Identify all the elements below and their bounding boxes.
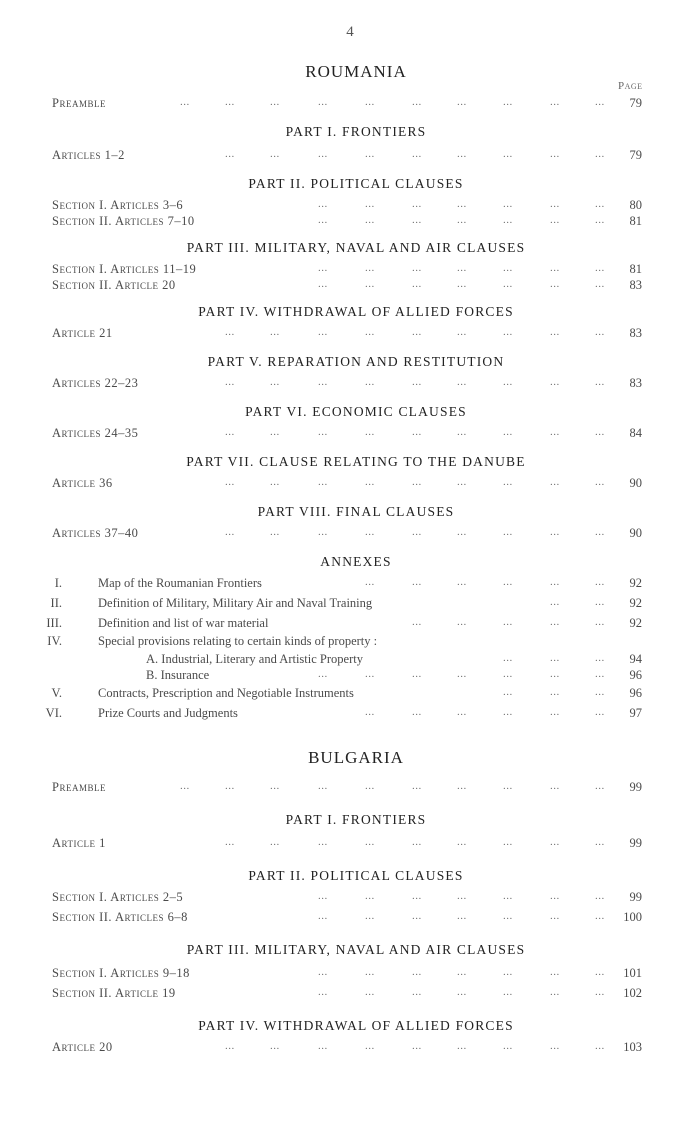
entry-label: Articles 37–40 [52, 526, 139, 540]
entry-label: Articles 22–23 [52, 376, 139, 390]
dot-group: ... [318, 326, 328, 338]
dot-group: ... [595, 376, 605, 388]
dot-group: ... [550, 426, 560, 438]
dot-group: ... [550, 526, 560, 538]
dot-group: ... [412, 576, 422, 588]
entry-label: Preamble [52, 780, 106, 794]
dot-group: ... [318, 836, 328, 848]
dot-group: ... [318, 890, 328, 902]
dot-group: ... [457, 890, 467, 902]
part-heading: ANNEXES [320, 554, 392, 569]
page-ref: 100 [623, 910, 642, 924]
dot-group: ... [595, 890, 605, 902]
dot-group: ... [412, 262, 422, 274]
dot-group: ... [550, 966, 560, 978]
page-ref: 81 [629, 214, 642, 228]
country-heading: ROUMANIA [305, 62, 407, 81]
dot-group: ... [550, 198, 560, 210]
dot-group: ... [318, 198, 328, 210]
annex-number: II. [50, 596, 62, 610]
dot-group: ... [365, 376, 375, 388]
page-ref: 101 [623, 966, 642, 980]
part-heading: PART IV. WITHDRAWAL OF ALLIED FORCES [198, 1018, 514, 1033]
annex-entry[interactable] [52, 596, 642, 614]
dot-group: ... [503, 262, 513, 274]
entry-label: Section II. Articles 6–8 [52, 910, 188, 924]
entry-label: Map of the Roumanian Frontiers [98, 576, 262, 590]
dot-group: ... [365, 262, 375, 274]
dot-group: ... [550, 96, 560, 108]
dot-group: ... [503, 668, 513, 680]
dot-group: ... [412, 836, 422, 848]
toc-entry[interactable] [52, 910, 642, 928]
dot-group: ... [503, 686, 513, 698]
entry-label: B. Insurance [146, 668, 210, 682]
part-heading: PART V. REPARATION AND RESTITUTION [207, 354, 505, 369]
page-ref: 92 [629, 576, 642, 590]
toc-entry[interactable] [52, 376, 642, 394]
page-ref: 83 [629, 376, 642, 390]
dot-group: ... [270, 780, 280, 792]
dot-group: ... [503, 836, 513, 848]
dot-group: ... [503, 278, 513, 290]
dot-group: ... [457, 780, 467, 792]
dot-group: ... [365, 1040, 375, 1052]
dot-group: ... [595, 526, 605, 538]
dot-group: ... [550, 706, 560, 718]
dot-group: ... [365, 986, 375, 998]
entry-label: Section I. Articles 2–5 [52, 890, 184, 904]
toc-entry[interactable] [52, 476, 642, 494]
part-heading: PART III. MILITARY, NAVAL AND AIR CLAUSES [186, 942, 526, 957]
page-ref: 96 [629, 686, 642, 700]
dot-group: ... [550, 148, 560, 160]
dot-group: ... [412, 278, 422, 290]
dot-group: ... [503, 652, 513, 664]
annex-number: III. [46, 616, 62, 630]
page-ref: 92 [629, 596, 642, 610]
dot-group: ... [457, 214, 467, 226]
entry-label: Section II. Article 20 [52, 278, 176, 292]
dot-group: ... [503, 198, 513, 210]
dot-group: ... [595, 966, 605, 978]
entry-label: Definition of Military, Military Air and Naval Training [98, 596, 373, 610]
dot-group: ... [365, 780, 375, 792]
dot-group: ... [270, 1040, 280, 1052]
dot-group: ... [595, 476, 605, 488]
page-ref: 92 [629, 616, 642, 630]
dot-group: ... [225, 476, 235, 488]
dot-group: ... [225, 148, 235, 160]
dot-group: ... [270, 326, 280, 338]
page-ref: 81 [629, 262, 642, 276]
dot-group: ... [412, 198, 422, 210]
dot-group: ... [503, 910, 513, 922]
dot-group: ... [503, 148, 513, 160]
dot-group: ... [595, 616, 605, 628]
dot-group: ... [318, 910, 328, 922]
dot-group: ... [595, 910, 605, 922]
dot-group: ... [457, 148, 467, 160]
dot-group: ... [550, 326, 560, 338]
dot-group: ... [318, 966, 328, 978]
part-heading: PART II. POLITICAL CLAUSES [248, 868, 464, 883]
dot-group: ... [365, 214, 375, 226]
annex-number: IV. [47, 634, 62, 648]
toc-entry[interactable] [52, 890, 642, 908]
dot-group: ... [457, 966, 467, 978]
entry-label: A. Industrial, Literary and Artistic Property [146, 652, 363, 666]
dot-group: ... [412, 780, 422, 792]
dot-group: ... [503, 476, 513, 488]
dot-group: ... [550, 262, 560, 274]
dot-group: ... [457, 526, 467, 538]
dot-group: ... [595, 836, 605, 848]
dot-group: ... [595, 96, 605, 108]
page-ref: 102 [623, 986, 642, 1000]
toc-entry[interactable] [52, 986, 642, 1004]
dot-group: ... [595, 326, 605, 338]
page-ref: 99 [629, 780, 642, 794]
dot-group: ... [412, 986, 422, 998]
toc-entry[interactable] [52, 836, 642, 854]
dot-group: ... [457, 1040, 467, 1052]
entry-label: Special provisions relating to certain kinds of property : [98, 634, 378, 648]
page-ref: 96 [629, 668, 642, 682]
dot-group: ... [365, 890, 375, 902]
dot-group: ... [318, 986, 328, 998]
dot-group: ... [270, 96, 280, 108]
dot-group: ... [365, 278, 375, 290]
dot-group: ... [412, 476, 422, 488]
dot-group: ... [457, 198, 467, 210]
dot-group: ... [595, 262, 605, 274]
dot-group: ... [503, 986, 513, 998]
page-ref: 79 [629, 148, 642, 162]
dot-group: ... [270, 148, 280, 160]
part-heading: PART VII. CLAUSE RELATING TO THE DANUBE [186, 454, 526, 469]
page-number: 4 [346, 24, 354, 40]
dot-group: ... [457, 96, 467, 108]
page-ref: 84 [629, 426, 642, 440]
dot-group: ... [270, 476, 280, 488]
page-ref: 103 [623, 1040, 642, 1054]
dot-group: ... [365, 836, 375, 848]
entry-label: Section I. Articles 9–18 [52, 966, 190, 980]
dot-group: ... [318, 668, 328, 680]
dot-group: ... [180, 96, 190, 108]
dot-group: ... [318, 148, 328, 160]
dot-group: ... [318, 476, 328, 488]
annex-entry[interactable] [52, 686, 642, 704]
dot-group: ... [503, 616, 513, 628]
entry-label: Contracts, Prescription and Negotiable Instruments [98, 686, 354, 700]
dot-group: ... [503, 966, 513, 978]
page-ref: 97 [629, 706, 642, 720]
dot-group: ... [503, 326, 513, 338]
dot-group: ... [550, 780, 560, 792]
dot-group: ... [550, 278, 560, 290]
dot-group: ... [180, 780, 190, 792]
dot-group: ... [457, 278, 467, 290]
annex-entry[interactable] [52, 576, 642, 594]
dot-group: ... [270, 376, 280, 388]
dot-group: ... [270, 426, 280, 438]
dot-group: ... [412, 966, 422, 978]
dot-group: ... [595, 148, 605, 160]
dot-group: ... [412, 526, 422, 538]
page-ref: 79 [629, 96, 642, 110]
dot-group: ... [412, 214, 422, 226]
annex-entry[interactable] [45, 706, 642, 724]
dot-group: ... [365, 426, 375, 438]
entry-label: Preamble [52, 96, 106, 110]
dot-group: ... [365, 668, 375, 680]
dot-group: ... [550, 376, 560, 388]
toc-entry[interactable] [52, 966, 642, 984]
dot-group: ... [365, 576, 375, 588]
dot-group: ... [365, 706, 375, 718]
dot-group: ... [225, 426, 235, 438]
dot-group: ... [503, 214, 513, 226]
dot-group: ... [595, 198, 605, 210]
part-heading: PART IV. WITHDRAWAL OF ALLIED FORCES [198, 304, 514, 319]
dot-group: ... [318, 526, 328, 538]
dot-group: ... [595, 986, 605, 998]
dot-group: ... [503, 706, 513, 718]
toc-entry[interactable] [52, 1040, 642, 1058]
toc-entry[interactable] [52, 214, 642, 232]
dot-group: ... [550, 652, 560, 664]
dot-group: ... [412, 326, 422, 338]
dot-group: ... [595, 214, 605, 226]
entry-label: Section I. Articles 11–19 [52, 262, 197, 276]
dot-group: ... [412, 706, 422, 718]
dot-group: ... [457, 668, 467, 680]
toc-entry[interactable] [52, 780, 642, 798]
part-heading: PART II. POLITICAL CLAUSES [248, 176, 464, 191]
page-ref: 90 [629, 476, 642, 490]
dot-group: ... [365, 910, 375, 922]
dot-group: ... [503, 526, 513, 538]
toc-entry[interactable] [52, 96, 642, 114]
dot-group: ... [595, 426, 605, 438]
dot-group: ... [503, 376, 513, 388]
dot-group: ... [365, 526, 375, 538]
dot-group: ... [412, 616, 422, 628]
dot-group: ... [225, 526, 235, 538]
dot-group: ... [457, 706, 467, 718]
dot-group: ... [365, 96, 375, 108]
dot-group: ... [365, 476, 375, 488]
dot-group: ... [503, 426, 513, 438]
dot-group: ... [457, 576, 467, 588]
dot-group: ... [412, 96, 422, 108]
dot-group: ... [503, 96, 513, 108]
dot-group: ... [595, 1040, 605, 1052]
dot-group: ... [412, 910, 422, 922]
toc-entry[interactable] [52, 148, 642, 166]
dot-group: ... [457, 376, 467, 388]
dot-group: ... [503, 576, 513, 588]
dot-group: ... [225, 836, 235, 848]
page-ref: 99 [629, 836, 642, 850]
dot-group: ... [318, 1040, 328, 1052]
dot-group: ... [595, 668, 605, 680]
annex-entry[interactable] [46, 616, 642, 634]
dot-group: ... [595, 278, 605, 290]
dot-group: ... [318, 426, 328, 438]
page-ref: 83 [629, 278, 642, 292]
dot-group: ... [595, 706, 605, 718]
dot-group: ... [318, 780, 328, 792]
dot-group: ... [457, 262, 467, 274]
page-ref: 90 [629, 526, 642, 540]
dot-group: ... [503, 1040, 513, 1052]
dot-group: ... [225, 96, 235, 108]
page-column-header: Page [618, 80, 643, 92]
entry-label: Article 1 [52, 836, 106, 850]
dot-group: ... [270, 836, 280, 848]
dot-group: ... [550, 596, 560, 608]
dot-group: ... [365, 198, 375, 210]
dot-group: ... [365, 148, 375, 160]
dot-group: ... [365, 326, 375, 338]
dot-group: ... [318, 214, 328, 226]
dot-group: ... [457, 910, 467, 922]
dot-group: ... [550, 1040, 560, 1052]
toc-entry[interactable] [52, 326, 642, 344]
part-heading: PART I. FRONTIERS [285, 812, 427, 827]
dot-group: ... [318, 278, 328, 290]
entry-label: Articles 1–2 [52, 148, 125, 162]
dot-group: ... [412, 426, 422, 438]
dot-group: ... [550, 668, 560, 680]
dot-group: ... [225, 780, 235, 792]
annex-number: VI. [45, 706, 62, 720]
dot-group: ... [457, 616, 467, 628]
dot-group: ... [457, 476, 467, 488]
part-heading: PART VIII. FINAL CLAUSES [257, 504, 455, 519]
dot-group: ... [318, 262, 328, 274]
toc-entry[interactable] [52, 526, 642, 544]
page-ref: 83 [629, 326, 642, 340]
dot-group: ... [365, 966, 375, 978]
dot-group: ... [318, 96, 328, 108]
dot-group: ... [318, 376, 328, 388]
toc-entry[interactable] [52, 426, 642, 444]
dot-group: ... [595, 596, 605, 608]
annex-number: V. [51, 686, 62, 700]
dot-group: ... [550, 476, 560, 488]
dot-group: ... [412, 148, 422, 160]
annex-entry[interactable] [47, 634, 642, 652]
dot-group: ... [412, 668, 422, 680]
entry-label: Definition and list of war material [98, 616, 269, 630]
entry-label: Article 36 [52, 476, 113, 490]
page-ref: 94 [629, 652, 642, 666]
dot-group: ... [550, 910, 560, 922]
entry-label: Section II. Article 19 [52, 986, 176, 1000]
entry-label: Section I. Articles 3–6 [52, 198, 184, 212]
page-ref: 99 [629, 890, 642, 904]
entry-label: Article 20 [52, 1040, 113, 1054]
entry-label: Articles 24–35 [52, 426, 139, 440]
dot-group: ... [550, 616, 560, 628]
dot-group: ... [550, 576, 560, 588]
entry-label: Article 21 [52, 326, 113, 340]
dot-group: ... [457, 326, 467, 338]
dot-group: ... [225, 1040, 235, 1052]
part-heading: PART VI. ECONOMIC CLAUSES [245, 404, 467, 419]
toc-entry[interactable] [52, 278, 642, 296]
dot-group: ... [457, 836, 467, 848]
dot-group: ... [225, 376, 235, 388]
dot-group: ... [550, 986, 560, 998]
dot-group: ... [595, 686, 605, 698]
dot-group: ... [225, 326, 235, 338]
country-heading: BULGARIA [308, 748, 404, 767]
page-ref: 80 [629, 198, 642, 212]
annex-entry[interactable] [52, 668, 642, 686]
dot-group: ... [412, 376, 422, 388]
dot-group: ... [457, 986, 467, 998]
dot-group: ... [550, 890, 560, 902]
dot-group: ... [412, 1040, 422, 1052]
dot-group: ... [270, 526, 280, 538]
dot-group: ... [412, 890, 422, 902]
entry-label: Section II. Articles 7–10 [52, 214, 195, 228]
dot-group: ... [550, 836, 560, 848]
dot-group: ... [595, 576, 605, 588]
part-heading: PART III. MILITARY, NAVAL AND AIR CLAUSES [186, 240, 526, 255]
part-heading: PART I. FRONTIERS [285, 124, 427, 139]
entry-label: Prize Courts and Judgments [98, 706, 238, 720]
dot-group: ... [503, 780, 513, 792]
dot-group: ... [503, 890, 513, 902]
dot-group: ... [550, 214, 560, 226]
dot-group: ... [457, 426, 467, 438]
dot-group: ... [595, 780, 605, 792]
dot-group: ... [595, 652, 605, 664]
dot-group: ... [550, 686, 560, 698]
annex-number: I. [54, 576, 62, 590]
